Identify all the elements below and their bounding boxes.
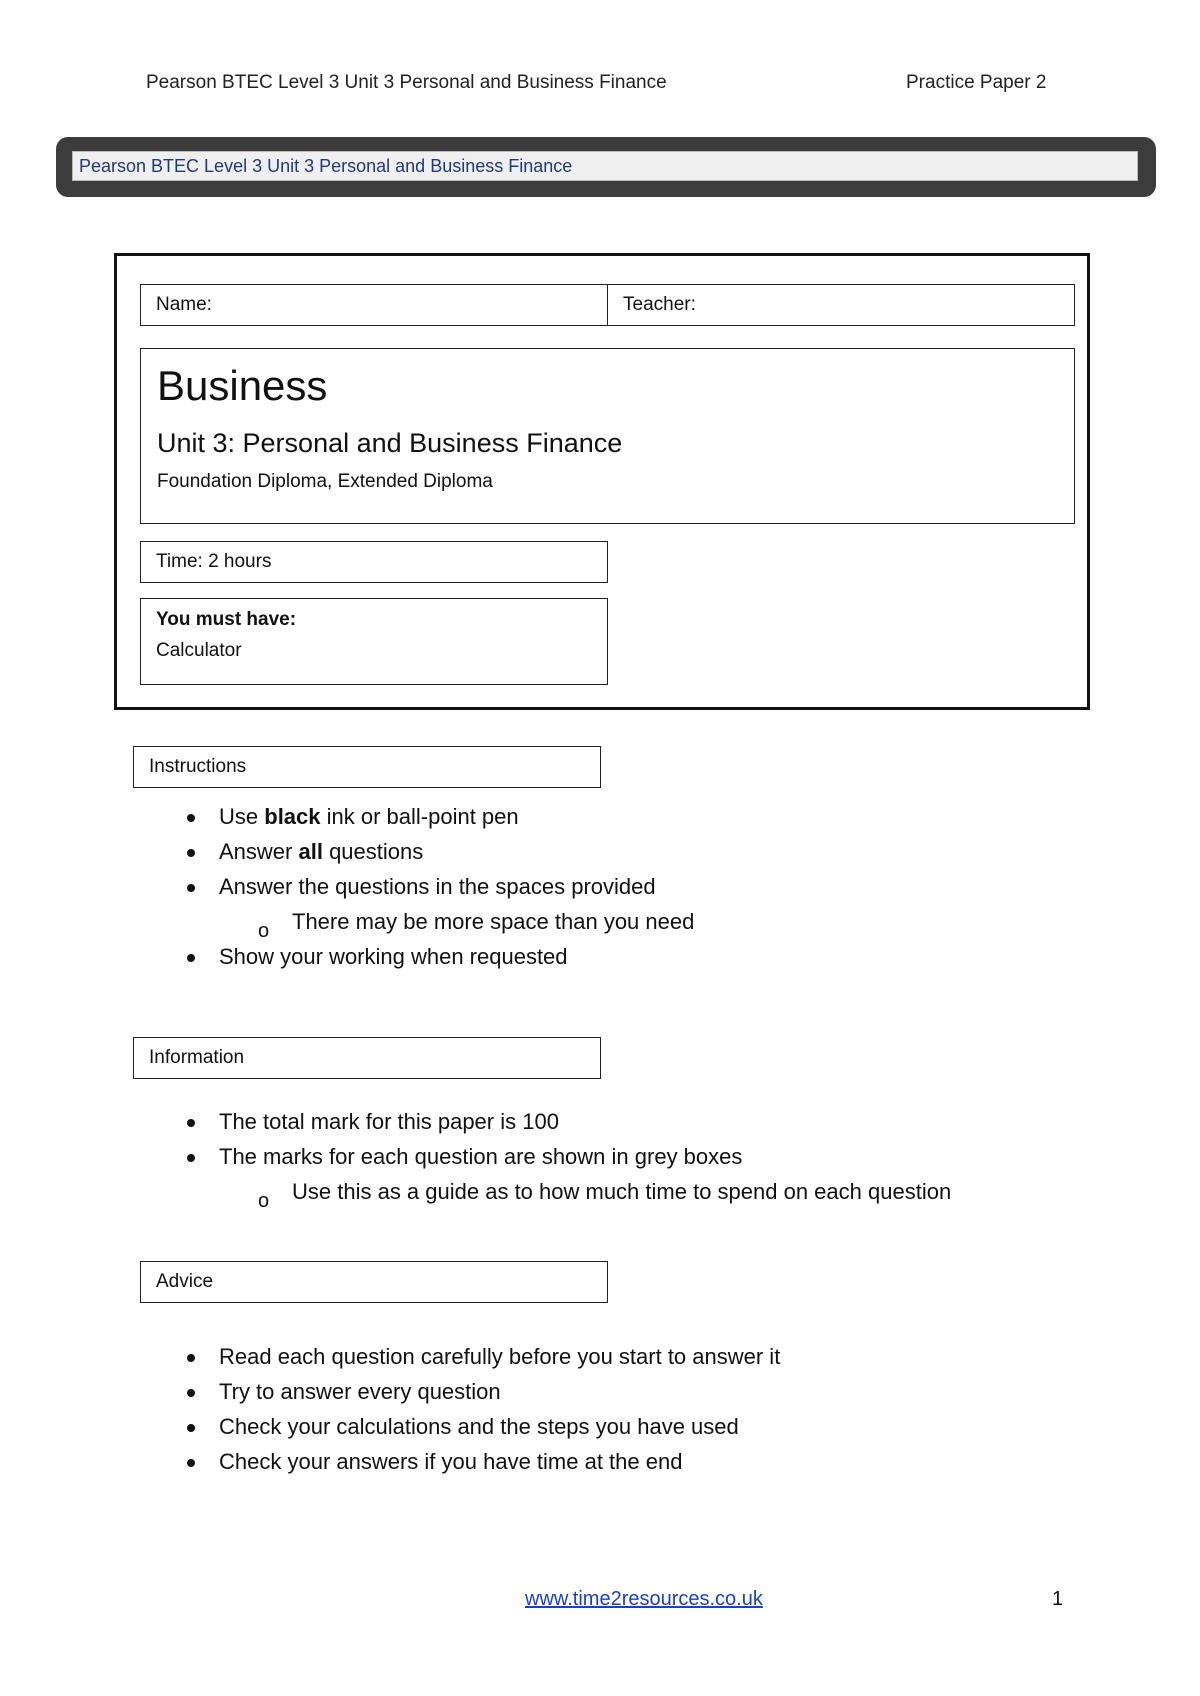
name-field[interactable] — [140, 284, 608, 326]
teacher-field[interactable] — [607, 284, 1075, 326]
information-heading-box — [133, 1037, 601, 1079]
list-item: The total mark for this paper is 100 — [219, 1104, 1119, 1139]
bullet-icon — [187, 1119, 195, 1127]
list-subitem: o There may be more space than you need — [219, 904, 1019, 939]
list-subitem: o Use this as a guide as to how much time to spend on each question — [219, 1174, 1119, 1209]
bullet-icon — [187, 1154, 195, 1162]
list-item: Check your calculations and the steps you have used — [219, 1409, 1119, 1444]
teacher-label: Teacher: — [623, 294, 696, 315]
information-list — [219, 1104, 1119, 1212]
list-item: Answer the questions in the spaces provided — [219, 869, 1019, 904]
bullet-icon — [187, 1459, 195, 1467]
instructions-list — [219, 799, 1019, 974]
list-item: Use black ink or ball-point pen — [219, 799, 1019, 834]
title-banner-text: Pearson BTEC Level 3 Unit 3 Personal and Business Finance — [72, 151, 1138, 181]
instructions-heading-box — [133, 746, 601, 788]
time-text: Time: 2 hours — [156, 551, 272, 572]
bullet-icon — [187, 1389, 195, 1397]
circle-bullet-icon: o — [258, 920, 270, 942]
bullet-icon — [187, 884, 195, 892]
subject-title: Business — [157, 362, 328, 409]
instructions-heading: Instructions — [149, 756, 247, 777]
bullet-icon — [187, 1424, 195, 1432]
bullet-icon — [187, 1354, 195, 1362]
footer-website-link[interactable]: www.time2resources.co.uk — [525, 1588, 763, 1610]
running-header-title: Pearson BTEC Level 3 Unit 3 Personal and Business Finance — [146, 72, 667, 93]
advice-heading-box — [140, 1261, 608, 1303]
bullet-icon — [187, 954, 195, 962]
list-item: Answer all questions — [219, 834, 1019, 869]
list-item: Try to answer every question — [219, 1374, 1119, 1409]
circle-bullet-icon: o — [258, 1190, 270, 1212]
list-item: Show your working when requested — [219, 939, 1019, 974]
unit-title: Unit 3: Personal and Business Finance — [157, 428, 623, 458]
advice-heading: Advice — [156, 1271, 214, 1292]
name-label: Name: — [156, 294, 212, 315]
bullet-icon — [187, 814, 195, 822]
advice-list — [219, 1339, 1119, 1479]
list-item: Read each question carefully before you start to answer it — [219, 1339, 1119, 1374]
qualification-text: Foundation Diploma, Extended Diploma — [157, 471, 493, 492]
running-header-paper: Practice Paper 2 — [906, 72, 1047, 93]
must-have-label: You must have: — [156, 609, 297, 630]
information-heading: Information — [149, 1047, 245, 1068]
must-have-item: Calculator — [156, 640, 242, 661]
page-number: 1 — [1052, 1588, 1064, 1610]
list-item: Check your answers if you have time at the end — [219, 1444, 1119, 1479]
bullet-icon — [187, 849, 195, 857]
time-box — [140, 541, 608, 583]
list-item: The marks for each question are shown in grey boxes — [219, 1139, 1119, 1174]
